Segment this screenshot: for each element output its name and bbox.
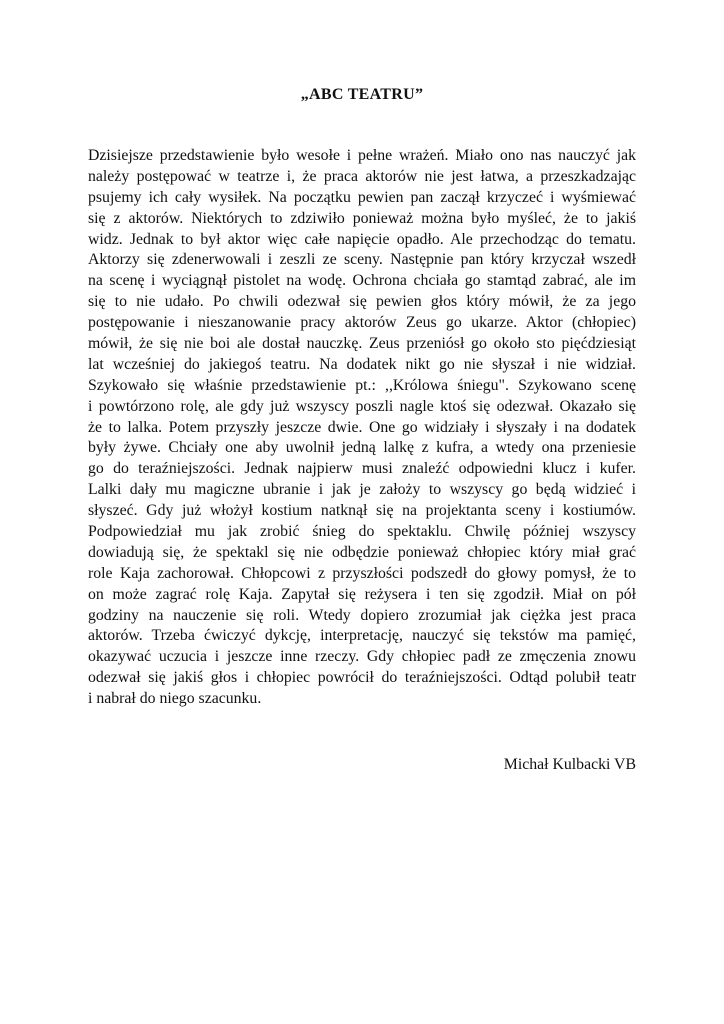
text-line: się to nie udało. Po chwili odezwał się pewien głos który mówił, że za jego	[88, 293, 636, 311]
text-line: go do teraźniejszości. Jednak najpierw musi znaleźć odpowiedni klucz i kufer.	[88, 460, 636, 478]
text-line: lat wcześniej do jakiegoś teatru. Na dodatek nikt go nie słyszał i nie widział.	[88, 355, 636, 373]
text-line: Lalki dały mu magiczne ubranie i jak je założy to wszyscy go będą widzieć i	[88, 481, 636, 499]
text-line: Szykowało się właśnie przedstawienie pt.: ,,Królowa śniegu". Szykowano scenę	[88, 376, 636, 394]
text-line: mówił, że się nie boi ale dostał nauczkę. Zeus przeniósł go około sto pięćdziesiąt	[88, 335, 636, 353]
text-line: należy postępować w teatrze i, że praca aktorów nie jest łatwa, a przeszkadzając	[88, 167, 636, 185]
text-line: okazywać uczucia i jeszcze inne rzeczy. Gdy chłopiec padł ze zmęczenia znowu	[88, 648, 636, 666]
text-line: na scenę i wyciągnął pistolet na wodę. Ochrona chciała go stamtąd zabrać, ale im	[88, 272, 636, 290]
text-line: widz. Jednak to był aktor więc całe napięcie opadło. Ale przechodząc do tematu.	[88, 230, 636, 248]
text-line: że to lalka. Potem przyszły jeszcze dwie. One go widziały i słyszały i na dodatek	[88, 418, 636, 436]
text-line: Podpowiedział mu jak zrobić śnieg do spektaklu. Chwilę później wszyscy	[88, 523, 636, 541]
text-line: były żywe. Chciały one aby uwolnił jedną lalkę z kufra, a wtedy ona przeniesie	[88, 439, 636, 457]
text-line: on może zagrać rolę Kaja. Zapytał się reżysera i ten się zgodził. Miał on pół	[88, 585, 636, 603]
document-title: „ABC TEATRU”	[300, 86, 424, 103]
text-line: postępowanie i nieszanowanie pracy aktorów Zeus go ukarze. Aktor (chłopiec)	[88, 314, 636, 332]
text-line: Dzisiejsze przedstawienie było wesołe i pełne wrażeń. Miało ono nas nauczyć jak	[88, 147, 636, 164]
text-line: się z aktorów. Niektórych to zdziwiło ponieważ można było myśleć, że to jakiś	[88, 209, 636, 227]
text-line: psujemy ich cały wysiłek. Na początku pewien pan zaczął krzyczeć i wyśmiewać	[88, 188, 636, 206]
text-line: odezwał się jakiś głos i chłopiec powrócił do teraźniejszości. Odtąd polubił teatr	[88, 669, 636, 687]
text-line: aktorów. Trzeba ćwiczyć dykcję, interpretację, nauczyć się tekstów ma pamięć,	[88, 627, 636, 645]
text-line: dowiadują się, że spektakl się nie odbędzie ponieważ chłopiec który miał grać	[88, 543, 636, 561]
body-paragraph	[88, 146, 636, 710]
text-line: godziny na nauczenie się roli. Wtedy dopiero zrozumiał jak ciężka jest praca	[88, 606, 636, 624]
text-line: słyszeć. Gdy już włożył kostium natknął się na projektanta sceny i kostiumów.	[88, 502, 636, 520]
text-line: role Kaja zachorował. Chłopcowi z przyszłości podszedł do głowy pomysł, że to	[88, 564, 636, 582]
text-line: i nabrał do niego szacunku.	[88, 690, 262, 708]
text-line: Aktorzy się zdenerwowali i zeszli ze sceny. Następnie pan który krzyczał wszedł	[88, 251, 636, 269]
author-signature: Michał Kulbacki VB	[503, 756, 636, 773]
text-line: i powtórzono rolę, ale gdy już wszyscy poszli nagle ktoś się odezwał. Okazało się	[88, 397, 636, 415]
